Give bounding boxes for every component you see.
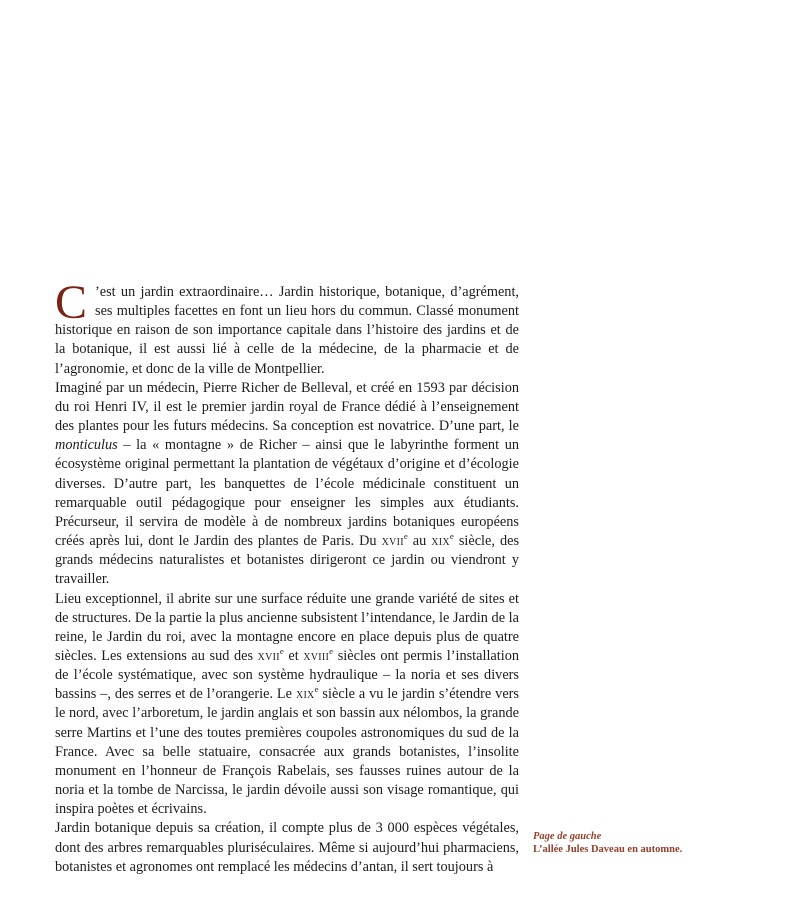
paragraph-2 [55,379,519,590]
paragraph-1 [55,276,519,379]
text-run: – la « montagne » de Richer – ainsi que le labyrinthe forment un écosystème original permettant la plantation de végétaux d’origine et d’écologie diverses. D’autre part, les banquettes de l’école médicinale constituent un remarquable outil pédagogique pour enseigner les simples aux étudiants. Précurseur, il servira de modèle à de nombreux jardins botaniques européens créés après lui, dont le Jardin des plantes de Paris. Du [55,437,519,550]
text-run: xvii [257,647,280,664]
text-run: Imaginé par un médecin, Pierre Richer de Belleval, et créé en 1593 par décision du roi Henri IV, il est le premier jardin royal de France dédié à l’enseignement des plantes pour les futurs médecins. Sa conception est novatrice. D’une part, le [55,379,519,435]
text-run: xviii [303,647,330,664]
photo-caption [533,831,768,857]
article-text [55,276,520,877]
text-run: e [403,531,408,542]
text-run: au [407,533,432,550]
text-run: xix [295,686,315,703]
text-run: e [449,531,454,542]
text-run: e [329,646,334,657]
text-run: monticulus [55,437,118,454]
text-run: e [314,684,319,695]
paragraph-4 [55,819,519,876]
text-run: ’est un jardin extraordinaire… Jardin historique, botanique, d’agrément, ses multiples facettes en font un lieu hors du commun. Classé monument historique en raison de son importance capitale dans l’histoire des jardins et de la botanique, il est aussi lié à celle de la médecine, de la pharmacie et de l’agronomie, et donc de la ville de Montpellier. [55,284,519,377]
text-run: et [283,647,304,664]
text-run: Jardin botanique depuis sa création, il compte plus de 3 000 espèces végétales, dont des arbres remarquables pluriséculaires. Même si aujourd’hui pharmaciens, botanistes et agronomes ont remplacé les médecins d’antan, il sert toujours à [55,820,519,875]
paragraph-3 [55,590,519,820]
caption-text: L’allée Jules Daveau en automne. [533,843,683,855]
drop-cap: C [55,276,88,329]
text-run: Lieu exceptionnel, il abrite sur une surface réduite une grande variété de sites et de structures. De la partie la plus ancienne subsistent l’intendance, le Jardin de la reine, le Jardin du roi, avec la montagne encore en place depuis plus de quatre siècles. Les extensions au sud des [55,590,519,664]
text-run: siècle a vu le jardin s’étendre vers le nord, avec l’arboretum, le jardin anglais et son bassin aux nélombos, la grande serre Martins et l’une des toutes premières coupoles astronomiques du sud de la France. Avec sa belle statuaire, consacrée aux grands botanistes, l’insolite monument en l’honneur de François Rabelais, ses fausses ruines autour de la noria et la tombe de Narcissa, le jardin dévoile aussi son visage romantique, qui inspira poètes et écrivains. [55,686,519,818]
caption-page-reference: Page de gauche [533,831,602,842]
text-run: siècles ont permis l’installation de l’école systématique, avec son système hydraulique – la noria et ses divers bassins –, des serres et de l’orangerie. Le [55,647,520,703]
text-run: siècle, des grands médecins naturalistes et botanistes dirigeront ce jardin ou viendront y travailler. [55,533,520,588]
text-run: e [279,646,284,657]
text-run: xix [431,533,450,550]
text-run: xvii [381,533,404,550]
